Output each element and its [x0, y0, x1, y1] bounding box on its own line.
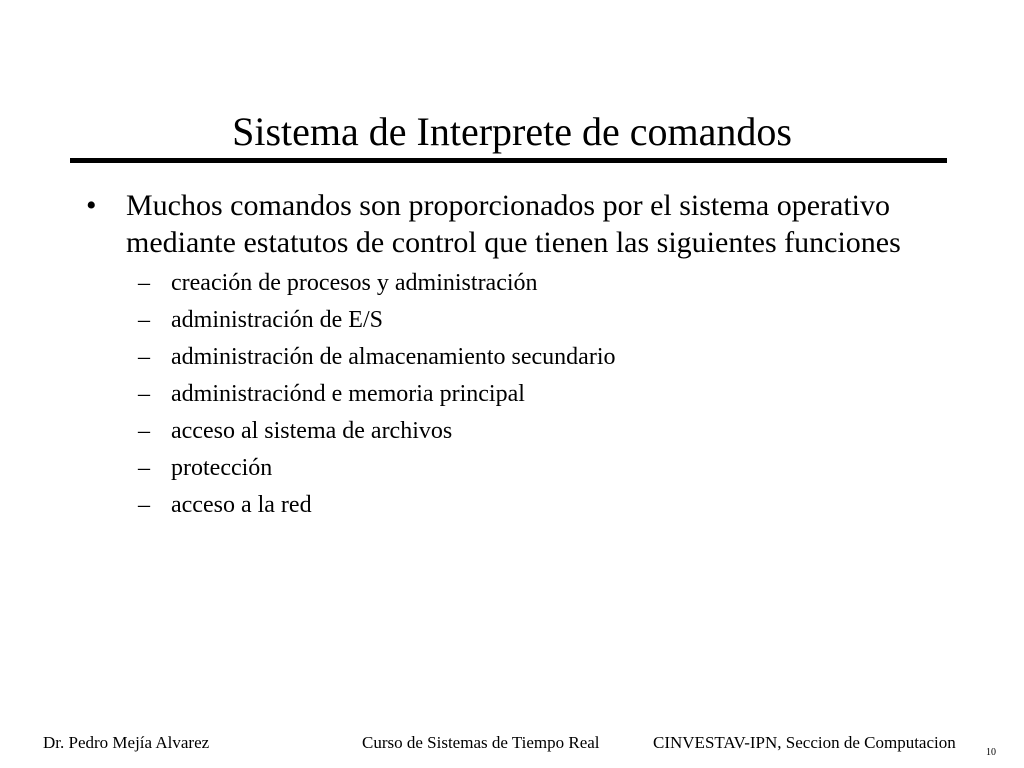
subitem-text: administración de almacenamiento secundario — [171, 344, 616, 370]
footer-institution: CINVESTAV-IPN, Seccion de Computacion — [653, 733, 956, 752]
subitem-list — [138, 265, 958, 524]
footer-author: Dr. Pedro Mejía Alvarez — [43, 733, 210, 752]
subitem — [138, 302, 958, 339]
dash-marker: – — [138, 344, 150, 370]
subitem-text: creación de procesos y administración — [171, 270, 538, 296]
footer-course: Curso de Sistemas de Tiempo Real — [362, 733, 600, 752]
dash-marker: – — [138, 381, 150, 407]
subitem — [138, 376, 958, 413]
title-underline — [70, 158, 947, 163]
dash-marker: – — [138, 492, 150, 518]
main-bullet-body — [86, 187, 966, 261]
slide-title: Sistema de Interprete de comandos — [232, 109, 792, 154]
dash-marker: – — [138, 307, 150, 333]
dash-marker: – — [138, 418, 150, 444]
subitem-text: acceso al sistema de archivos — [171, 418, 453, 444]
subitem-text: protección — [171, 455, 273, 481]
subitem — [138, 450, 958, 487]
subitem-text: acceso a la red — [171, 492, 312, 518]
main-bullet-text: Muchos comandos son proporcionados por el sistema operativo mediante estatutos de control que tienen las siguientes funciones — [126, 189, 901, 259]
dash-marker: – — [138, 270, 150, 296]
subitem — [138, 413, 958, 450]
subitem — [138, 265, 958, 302]
subitem-text: administraciónd e memoria principal — [171, 381, 525, 407]
subitem-text: administración de E/S — [171, 307, 383, 333]
dash-marker: – — [138, 455, 150, 481]
bullet-marker: • — [86, 189, 97, 222]
page-number: 10 — [986, 747, 996, 758]
subitem — [138, 487, 958, 524]
subitem — [138, 339, 958, 376]
main-bullet — [86, 187, 966, 261]
